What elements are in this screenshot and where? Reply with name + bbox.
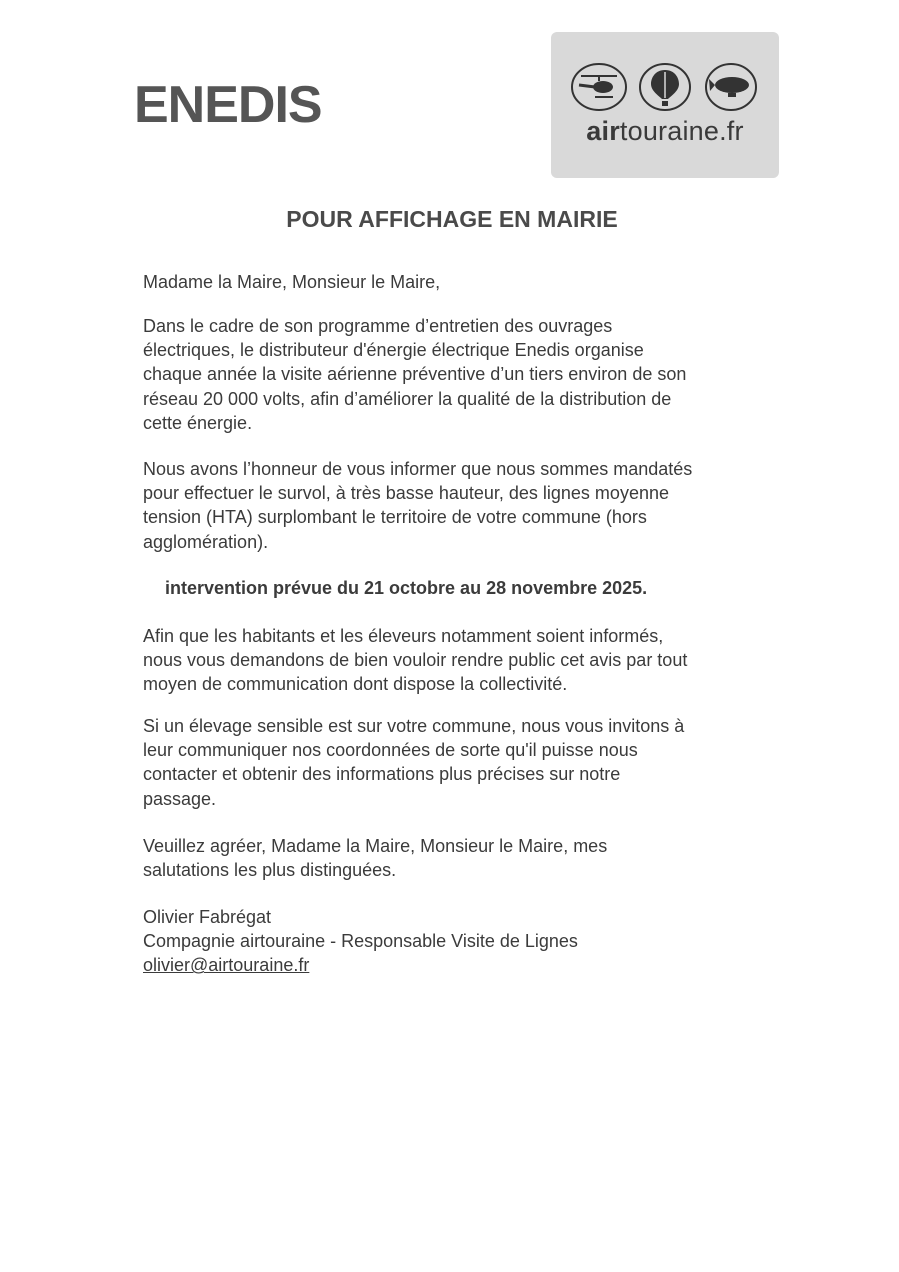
- signature-role: Compagnie airtouraine - Responsable Visite de Lignes: [143, 931, 578, 952]
- greeting: Madame la Maire, Monsieur le Maire,: [143, 272, 441, 292]
- airtouraine-logo: [551, 32, 779, 178]
- signature-email-link[interactable]: olivier@airtouraine.fr: [143, 955, 310, 976]
- enedis-logo: [134, 72, 356, 130]
- enedis-logo-mark: [134, 72, 356, 130]
- intervention-dates: intervention prévue du 21 octobre au 28 novembre 2025.: [165, 578, 648, 598]
- page-title: POUR AFFICHAGE EN MAIRIE: [286, 206, 618, 232]
- aircraft-icons: [569, 62, 761, 112]
- paragraph-publicity: Afin que les habitants et les éleveurs notamment soient informés, nous vous demandons de bien vouloir rendre public cet avis par tout moyen de communication dont dispose la collectivité.: [143, 626, 688, 695]
- closing-salutation: Veuillez agréer, Madame la Maire, Monsieur le Maire, mes salutations les plus distinguées.: [143, 836, 608, 881]
- signature-name: Olivier Fabrégat: [143, 907, 272, 927]
- airtouraine-wordmark: airtouraine.fr: [586, 116, 744, 146]
- airship-icon: [706, 64, 756, 110]
- enedis-logo-text: ENEDIS: [134, 76, 322, 130]
- signature-block: [143, 905, 783, 978]
- paragraph-livestock: Si un élevage sensible est sur votre commune, nous vous invitons à leur communiquer nos coordonnées de sorte qu'il puisse nous contacter et obtenir des informations plus précises sur notre passage.: [143, 716, 685, 809]
- helicopter-icon: [572, 64, 626, 110]
- paragraph-flight: Nous avons l’honneur de vous informer que nous sommes mandatés pour effectuer le survol, à très basse hauteur, des lignes moyenne tension (HTA) surplombant le territoire de votre commune (hors agglomération).: [143, 459, 693, 552]
- hot-air-balloon-icon: [640, 64, 690, 110]
- paragraph-program: Dans le cadre de son programme d’entretien des ouvrages électriques, le distributeur d'énergie électrique Enedis organise chaque année la visite aérienne préventive d’un tiers environ de son réseau 20 000 volts, afin d’améliorer la qualité de la distribution de cette énergie.: [143, 316, 687, 433]
